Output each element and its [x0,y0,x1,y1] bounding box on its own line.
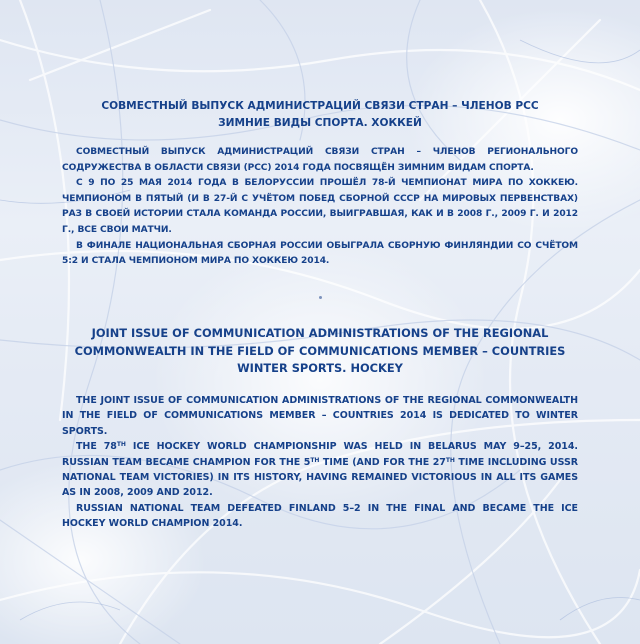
english-body [62,393,578,532]
ordinal-suffix: TH [310,456,320,464]
section-divider-dot [319,296,322,299]
russian-paragraph-1: СОВМЕСТНЫЙ ВЫПУСК АДМИНИСТРАЦИЙ СВЯЗИ СТРАН – ЧЛЕНОВ РЕГИОНАЛЬНОГО СОДРУЖЕСТВА В ОБЛАСТИ СВЯЗИ (РСС) 2014 ГОДА ПОСВЯЩЁН ЗИМНИМ ВИДАМ СПОРТА. [62,147,578,173]
russian-title-line-2: ЗИМНИЕ ВИДЫ СПОРТА. ХОККЕЙ [218,117,422,129]
english-title-line-2: COMMONWEALTH IN THE FIELD OF COMMUNICATIONS MEMBER – COUNTRIES [74,343,566,358]
russian-paragraph-3: В ФИНАЛЕ НАЦИОНАЛЬНАЯ СБОРНАЯ РОССИИ ОБЫГРАЛА СБОРНУЮ ФИНЛЯНДИИ СО СЧЁТОМ 5:2 И СТАЛА ЧЕМПИОНОМ МИРА ПО ХОККЕЮ 2014. [62,240,578,267]
english-paragraph-2-part-c: TIME (AND FOR THE 27 [319,456,446,468]
english-title [40,325,600,378]
english-paragraph-1: THE JOINT ISSUE OF COMMUNICATION ADMINISTRATIONS OF THE REGIONAL COMMONWEALTH IN THE FIELD OF COMMUNICATIONS MEMBER – COUNTRIES 2014 IS DEDICATED TO WINTER SPORTS. [62,395,578,437]
russian-title [40,98,600,132]
russian-paragraph-2: С 9 ПО 25 МАЯ 2014 ГОДА В БЕЛОРУССИИ ПРОШЁЛ 78-Й ЧЕМПИОНАТ МИРА ПО ХОККЕЮ. ЧЕМПИОНОМ В ПЯТЫЙ (И В 27-Й С УЧЁТОМ ПОБЕД СБОРНОЙ СССР НА МИРОВЫХ ПЕРВЕНСТВАХ) РАЗ В СВОЕЙ ИСТОРИИ СТАЛА КОМАНДА РОССИИ, ВЫИГРАВШАЯ, КАК И В 2008 Г., 2009 Г. И 2012 Г., ВСЕ СВОИ МАТЧИ. [62,178,578,235]
english-title-line-1: JOINT ISSUE OF COMMUNICATION ADMINISTRATIONS OF THE REGIONAL [91,326,549,340]
english-paragraph-2 [62,439,578,501]
english-paragraph-2-part-b: ICE HOCKEY WORLD CHAMPIONSHIP WAS HELD IN BELARUS MAY 9–25, 2014. RUSSIAN TEAM BECAME CHAMPION FOR THE 5 [62,441,578,468]
russian-title-line-1: СОВМЕСТНЫЙ ВЫПУСК АДМИНИСТРАЦИЙ СВЯЗИ СТРАН – ЧЛЕНОВ РСС [101,100,539,112]
english-paragraph-2-part-a: THE 78 [76,441,117,453]
english-paragraph-3: RUSSIAN NATIONAL TEAM DEFEATED FINLAND 5–2 IN THE FINAL AND BECAME THE ICE HOCKEY WORLD CHAMPION 2014. [62,502,578,530]
english-paragraph-2-part-d: TIME INCLUDING USSR NATIONAL TEAM VICTORIES) IN ITS HISTORY, HAVING REMAINED VICTORIOUS IN ALL ITS GAMES AS IN 2008, 2009 AND 2012. [62,456,579,499]
ordinal-suffix: TH [445,456,455,464]
english-title-line-3: WINTER SPORTS. HOCKEY [237,361,403,375]
russian-body [62,145,578,270]
ordinal-suffix: TH [116,441,126,449]
